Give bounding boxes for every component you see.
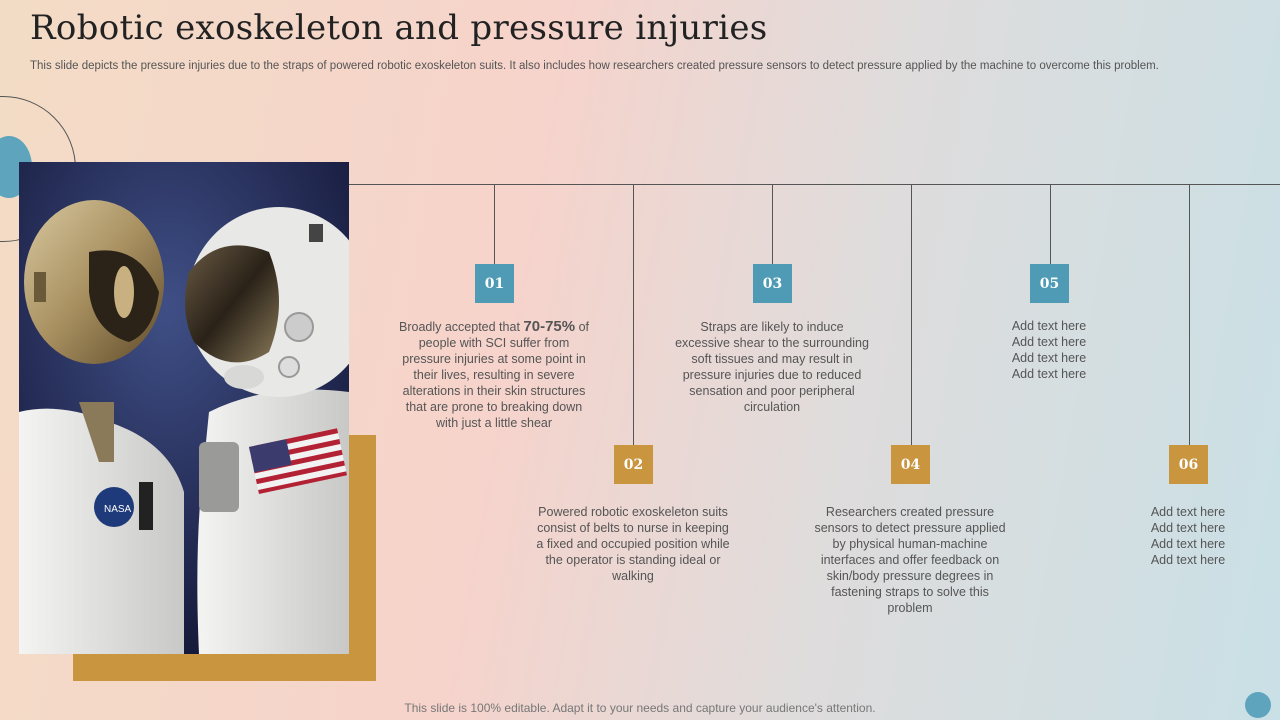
placeholder-line: Add text here — [1011, 367, 1087, 381]
step-number-badge: 03 — [753, 264, 792, 303]
placeholder-line: Add text here — [1150, 521, 1226, 535]
svg-text:NASA: NASA — [104, 504, 132, 515]
timeline-stem — [1050, 184, 1051, 264]
footer-note: This slide is 100% editable. Adapt it to your needs and capture your audience's attention. — [404, 701, 876, 715]
placeholder-text-block — [949, 318, 1149, 382]
timeline-line — [349, 184, 1280, 185]
step-number-badge: 01 — [475, 264, 514, 303]
placeholder-text-block — [1088, 504, 1280, 568]
timeline-stem — [633, 184, 634, 445]
statistic-highlight: 70-75% — [523, 318, 576, 335]
step-description: Straps are likely to induce excessive shear to the surrounding soft tissues and may result in pressure injuries due to reduced sensation and poor peripheral circulation — [675, 320, 869, 414]
timeline-stem — [1189, 184, 1190, 445]
step-number-badge: 06 — [1169, 445, 1208, 484]
timeline-stem — [772, 184, 773, 264]
placeholder-line: Add text here — [1150, 553, 1226, 567]
timeline-stem — [494, 184, 495, 264]
step-text-after: of people with SCI suffer from pressure injuries at some point in their lives, resulting in severe alterations in their skin structures that are prone to breaking down with just a little shear — [402, 320, 589, 430]
step-number-badge: 05 — [1030, 264, 1069, 303]
step-description: Researchers created pressure sensors to detect pressure applied by physical human-machine interfaces and offer feedback on skin/body pressure degrees in fastening straps to solve this problem — [814, 505, 1006, 615]
step-number-badge: 02 — [614, 445, 653, 484]
placeholder-line: Add text here — [1150, 505, 1226, 519]
step-description — [394, 319, 594, 431]
placeholder-line: Add text here — [1011, 351, 1087, 365]
step-number-badge: 04 — [891, 445, 930, 484]
slide-title: Robotic exoskeleton and pressure injuries — [30, 8, 768, 48]
slide-subtitle: This slide depicts the pressure injuries due to the straps of powered robotic exoskeleton suits. It also includes how researchers created pressure sensors to detect pressure applied by the machine to overcome this problem. — [30, 60, 1159, 72]
decorative-dot — [1245, 692, 1271, 718]
step-description: Powered robotic exoskeleton suits consist of belts to nurse in keeping a fixed and occupied position while the operator is standing ideal or walking — [536, 505, 730, 583]
robot-astronaut-image — [19, 162, 349, 654]
step-text-before: Broadly accepted that — [399, 320, 524, 334]
placeholder-line: Add text here — [1011, 319, 1087, 333]
placeholder-line: Add text here — [1150, 537, 1226, 551]
timeline-stem — [911, 184, 912, 445]
placeholder-line: Add text here — [1011, 335, 1087, 349]
